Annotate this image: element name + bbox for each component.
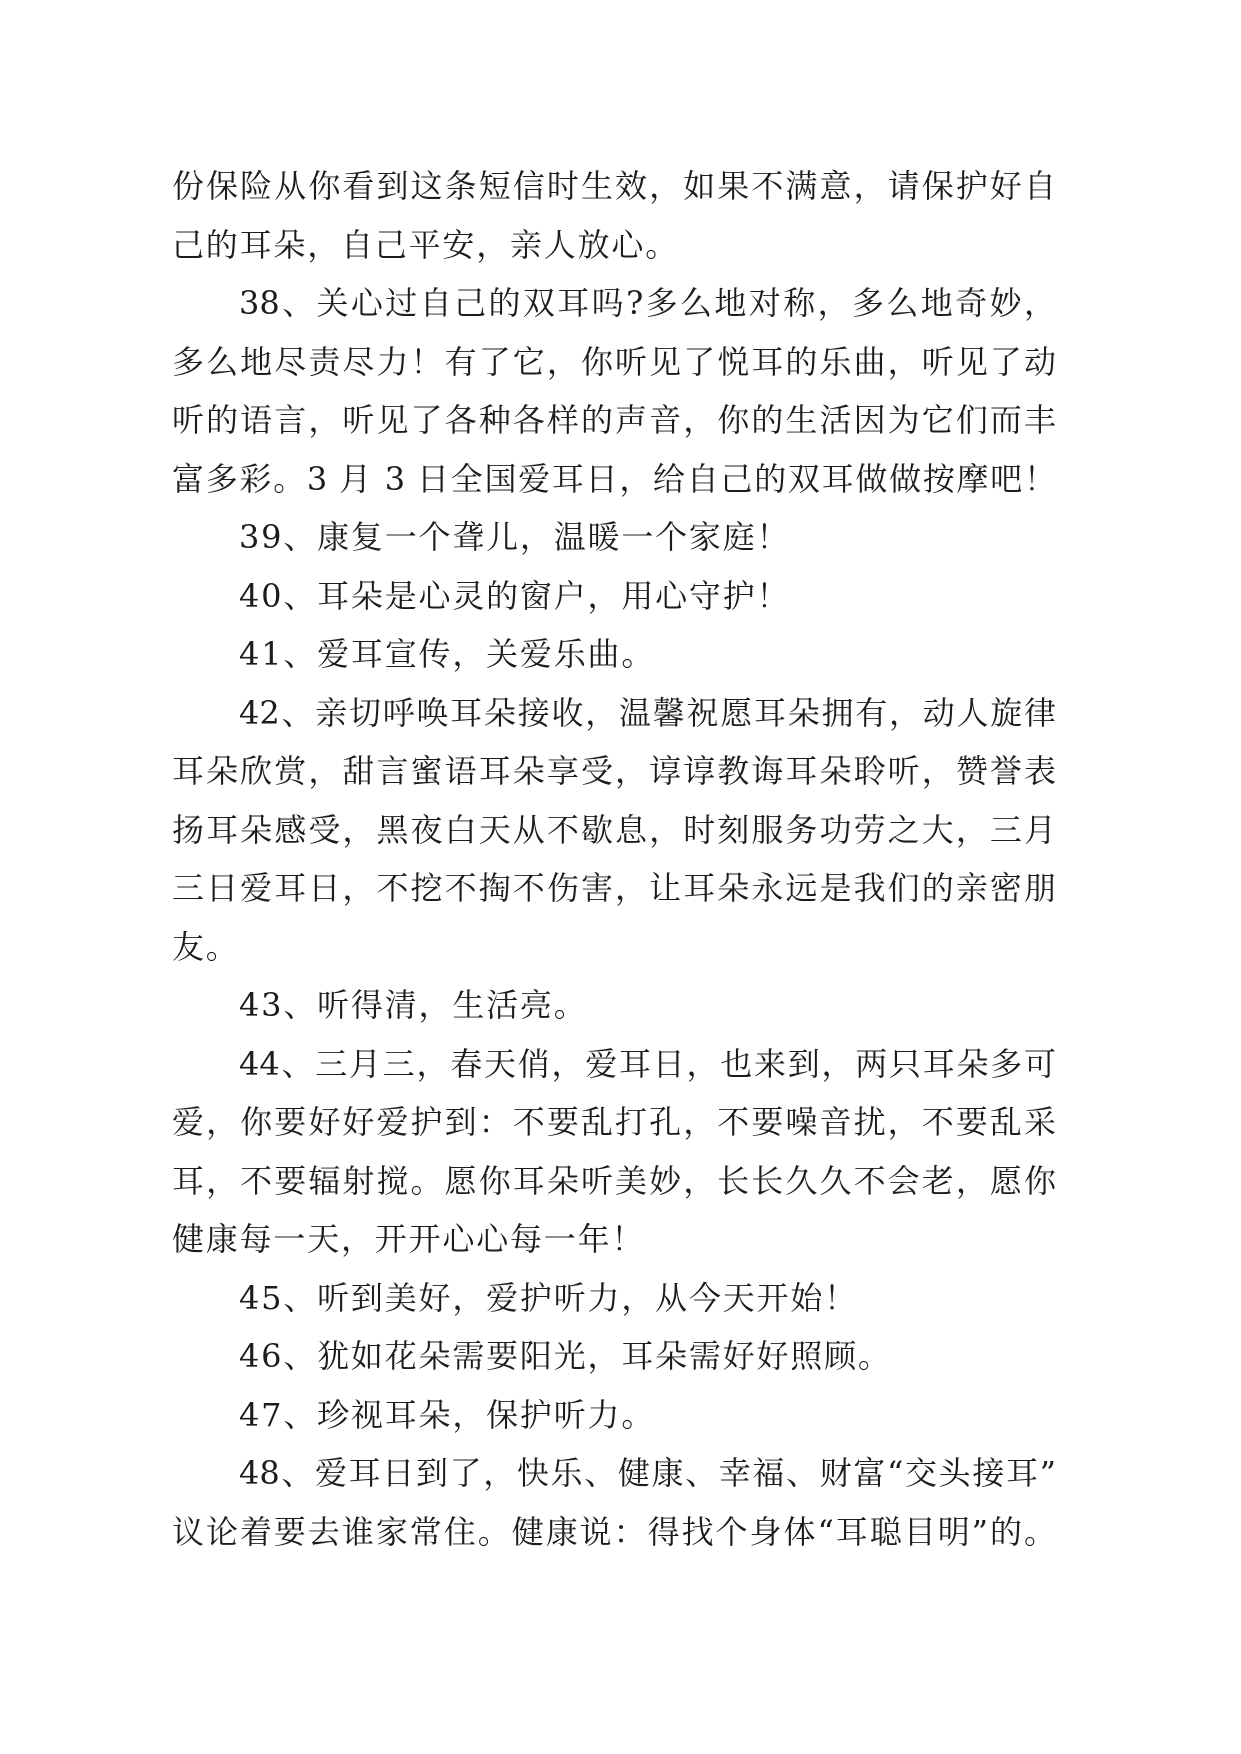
text-line: 42、亲切呼唤耳朵接收，温馨祝愿耳朵拥有，动人旋律 [239,693,1056,732]
paragraph-43 [172,976,1056,1035]
paragraph-46 [172,1327,1056,1386]
text-line: 多么地尽责尽力！有了它，你听见了悦耳的乐曲，听见了动 [172,342,1056,381]
text-line: 健康每一天，开开心心每一年！ [172,1220,646,1258]
text-line: 耳朵欣赏，甜言蜜语耳朵享受，谆谆教诲耳朵聆听，赞誉表 [172,752,1056,790]
text-line: 47、珍视耳朵，保护听力。 [239,1395,656,1434]
text-line: 45、听到美好，爱护听力，从今天开始！ [239,1278,858,1317]
text-line: 43、听得清，生活亮。 [239,986,588,1024]
text-line: 46、犹如花朵需要阳光，耳朵需好好照顾。 [239,1337,892,1375]
paragraph-48 [172,1444,1056,1561]
text-line: 48、爱耳日到了，快乐、健康、幸福、财富“交头接耳” [239,1454,1056,1492]
text-line: 份保险从你看到这条短信时生效，如果不满意，请保护好自 [172,167,1056,205]
text-line: 听的语言，听见了各种各样的声音，你的生活因为它们而丰 [172,401,1056,439]
text-line: 三日爱耳日，不挖不掏不伤害，让耳朵永远是我们的亲密朋 [172,869,1056,907]
text-line: 扬耳朵感受，黑夜白天从不歇息，时刻服务功劳之大，三月 [172,810,1056,849]
text-line: 39、康复一个聋儿，温暖一个家庭！ [239,518,791,556]
text-line: 友。 [172,927,240,966]
text-line: 44、三月三，春天俏，爱耳日，也来到，两只耳朵多可 [239,1044,1056,1083]
text-line: 41、爱耳宣传，关爱乐曲。 [239,635,656,673]
text-line: 议论着要去谁家常住。健康说：得找个身体“耳聪目明”的。 [172,1512,1056,1551]
paragraph-40 [172,567,1056,626]
paragraph-42 [172,684,1056,977]
document-page [172,157,1056,1561]
paragraph-45 [172,1269,1056,1328]
text-line: 38、关心过自己的双耳吗?多么地对称，多么地奇妙， [239,284,1056,322]
paragraph-continued [172,157,1056,274]
paragraph-39 [172,508,1056,567]
paragraph-41 [172,625,1056,684]
text-line: 爱，你要好好爱护到：不要乱打孔，不要噪音扰，不要乱采 [172,1103,1056,1141]
paragraph-44 [172,1035,1056,1269]
paragraph-38 [172,274,1056,508]
text-line: 己的耳朵，自己平安，亲人放心。 [172,225,680,264]
text-line: 富多彩。3 月 3 日全国爱耳日，给自己的双耳做做按摩吧！ [172,459,1056,498]
text-line: 40、耳朵是心灵的窗户，用心守护！ [239,576,791,615]
paragraph-47 [172,1386,1056,1445]
text-line: 耳，不要辐射搅。愿你耳朵听美妙，长长久久不会老，愿你 [172,1161,1056,1200]
